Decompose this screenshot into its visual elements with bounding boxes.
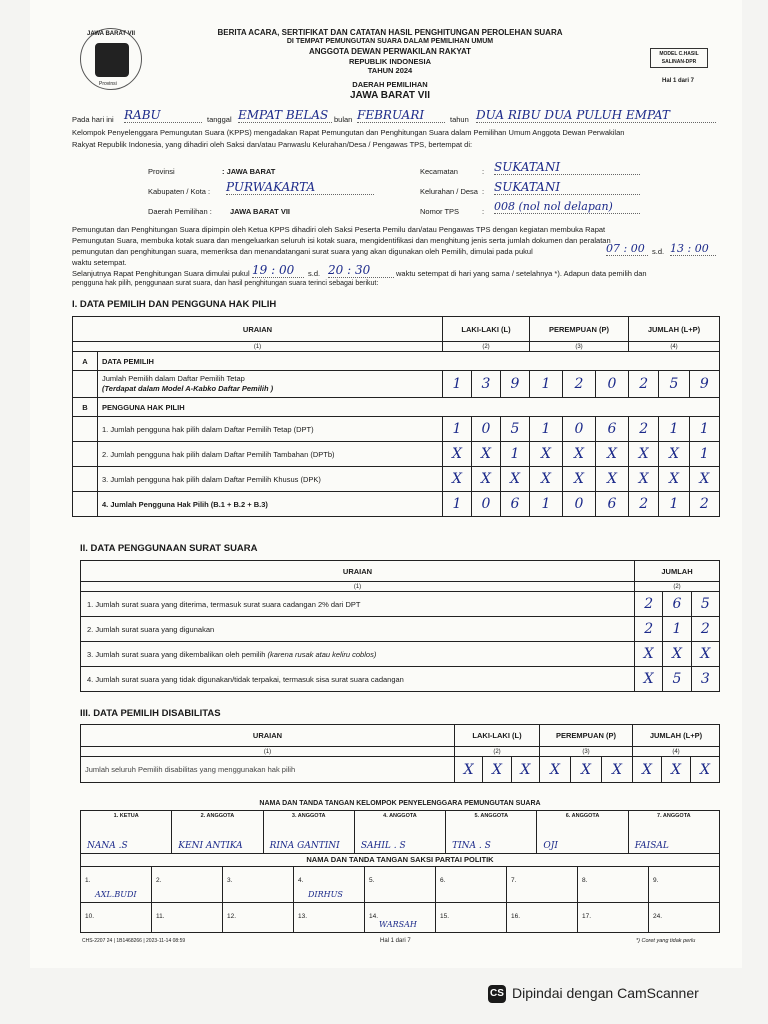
pengguna-1-digit-8: 1	[689, 417, 719, 442]
ballot-row	[81, 617, 720, 642]
kpps-role: 3. ANGGOTA	[291, 813, 326, 819]
ballot-4-digit-0: X	[635, 667, 663, 692]
body-para-5a: Selanjutnya Rapat Penghitungan Suara dimulai pukul	[72, 269, 250, 278]
pengguna-row	[73, 467, 720, 492]
kpps-role: 2. ANGGOTA	[200, 813, 235, 819]
doc-title-2: DI TEMPAT PEMUNGUTAN SUARA DALAM PEMILIHAN UMUM	[286, 38, 494, 45]
hari-value: RABU	[124, 108, 202, 123]
ballot-row	[81, 592, 720, 617]
garuda-icon	[95, 43, 129, 77]
dpt-digit-1: 3	[472, 371, 501, 398]
pengguna-3-digit-2: X	[501, 467, 530, 492]
pengguna-4-digit-3: 1	[530, 492, 563, 517]
col-laki: LAKI-LAKI (L)	[443, 317, 530, 342]
saksi-signature-cell	[365, 903, 436, 932]
body-para-1: Pemungutan dan Penghitungan Suara dipimpin oleh Ketua KPPS dihadiri oleh Saksi Peserta Pemilu dan/atau Pengawas TPS dengan kegiatan membuka Rapat	[72, 225, 606, 234]
tanggal-label: tanggal	[207, 115, 232, 124]
col-num-3: (3)	[530, 342, 629, 352]
dpt-digit-6: 2	[629, 371, 659, 398]
pengguna-row	[73, 492, 720, 517]
ballot-row-label: 4. Jumlah surat suara yang tidak digunakan/tidak terpakai, termasuk sisa surat suara cadangan	[81, 667, 635, 692]
pengguna-3-digit-1: X	[472, 467, 501, 492]
saksi-number: 11.	[156, 913, 165, 920]
ballot-1-digit-1: 6	[663, 592, 691, 617]
saksi-number: 9.	[653, 877, 659, 884]
pengguna-1-digit-7: 1	[659, 417, 689, 442]
ballot-3-digit-0: X	[635, 642, 663, 667]
saksi-signature-cell	[152, 903, 223, 932]
tanggal-value: EMPAT BELAS	[238, 108, 332, 123]
col-num-2-2: (2)	[635, 582, 720, 592]
pengguna-1-digit-3: 1	[530, 417, 563, 442]
pengguna-row	[73, 442, 720, 467]
section-2-title: II. DATA PENGGUNAAN SURAT SUARA	[80, 543, 258, 554]
col-perempuan-3: PEREMPUAN (P)	[540, 725, 633, 747]
end-time-2: 20 : 30	[328, 263, 394, 278]
saksi-signature-cell	[507, 903, 578, 932]
dpt-digit-3: 1	[530, 371, 563, 398]
kecamatan-label: Kecamatan	[420, 167, 458, 176]
ballot-3-digit-1: X	[663, 642, 691, 667]
saksi-signature-cell	[81, 867, 152, 902]
ballot-row-label: 2. Jumlah surat suara yang digunakan	[81, 617, 635, 642]
pengguna-2-digit-8: 1	[689, 442, 719, 467]
col-num-1: (1)	[73, 342, 443, 352]
dapil-name: JAWA BARAT VII	[349, 90, 430, 101]
kpps-name: KENI ANTIKA	[178, 841, 243, 851]
ballot-4-digit-2: 3	[691, 667, 719, 692]
kpps-name: TINA . S	[452, 841, 491, 851]
tahun-label: tahun	[450, 115, 469, 124]
saksi-signature-cell	[649, 867, 719, 902]
dpt-digit-5: 0	[596, 371, 629, 398]
kpps-signature-7	[629, 811, 719, 853]
kpps-signature-box	[80, 810, 720, 854]
saksi-name: WARSAH	[379, 920, 417, 929]
ballot-usage-table	[80, 560, 720, 692]
footer-note: *) Coret yang tidak perlu	[636, 938, 696, 944]
pengguna-4-digit-4: 0	[563, 492, 596, 517]
bulan-value: FEBRUARI	[357, 108, 445, 123]
col-num-3-2: (2)	[455, 747, 540, 757]
kelurahan-value: SUKATANI	[494, 180, 640, 195]
doc-title-4: REPUBLIK INDONESIA	[348, 57, 432, 66]
ballot-row-label: 1. Jumlah surat suara yang diterima, termasuk surat suara cadangan 2% dari DPT	[81, 592, 635, 617]
pengguna-2-digit-4: X	[563, 442, 596, 467]
ballot-row-label: 3. Jumlah surat suara yang dikembalikan oleh pemilih (karena rusak atau keliru coblos)	[81, 642, 635, 667]
pengguna-1-digit-1: 0	[472, 417, 501, 442]
kpps-name: NANA .S	[87, 841, 128, 851]
pengguna-3-digit-3: X	[530, 467, 563, 492]
disability-table	[80, 724, 720, 783]
saksi-name: DIRHUS	[308, 890, 343, 899]
ballot-row	[81, 667, 720, 692]
intro-para-1: Kelompok Penyelenggara Pemungutan Suara (KPPS) mengadakan Rapat Pemungutan dan Penghitungan Suara dalam Pemilihan Umum Anggota Dewan Perwakilan	[72, 128, 625, 137]
ballot-2-digit-2: 2	[691, 617, 719, 642]
start-time-2: 19 : 00	[252, 263, 304, 278]
saksi-signature-cell	[223, 867, 294, 902]
pengguna-3-digit-0: X	[443, 467, 472, 492]
pengguna-3-digit-5: X	[596, 467, 629, 492]
logo-top-text: JAWA BARAT VII	[87, 31, 136, 37]
dpt-digit-7: 5	[659, 371, 689, 398]
pengguna-row-label: 1. Jumlah pengguna hak pilih dalam Daftar Pemilih Tetap (DPT)	[98, 417, 443, 442]
dapil-field-value: JAWA BARAT VII	[230, 207, 291, 216]
pengguna-4-digit-7: 1	[659, 492, 689, 517]
col-jumlah: JUMLAH (L+P)	[629, 317, 720, 342]
pengguna-1-digit-5: 6	[596, 417, 629, 442]
kpps-role: 4. ANGGOTA	[383, 813, 417, 819]
saksi-number: 5.	[369, 877, 375, 884]
col-uraian-2: URAIAN	[81, 561, 635, 582]
col-jumlah-2: JUMLAH	[635, 561, 720, 582]
pengguna-1-digit-2: 5	[501, 417, 530, 442]
row-b-letter: B	[73, 398, 98, 417]
pengguna-row-label: 2. Jumlah pengguna hak pilih dalam Daftar Pemilih Tambahan (DPTb)	[98, 442, 443, 467]
pengguna-1-digit-4: 0	[563, 417, 596, 442]
col-uraian-3: URAIAN	[81, 725, 455, 747]
model-box: MODEL C.HASIL SALINAN-DPR	[650, 48, 708, 68]
disabilitas-digit-5: X	[602, 757, 633, 783]
sd-label-2: s.d.	[308, 269, 321, 278]
kabupaten-label: Kabupaten / Kota :	[148, 187, 211, 196]
kpps-role: 1. KETUA	[113, 813, 139, 819]
saksi-number: 4.	[298, 877, 304, 884]
pengguna-2-digit-2: 1	[501, 442, 530, 467]
disabilitas-digit-4: X	[571, 757, 602, 783]
ballot-row	[81, 642, 720, 667]
end-time-1: 13 : 00	[670, 242, 716, 256]
saksi-signature-cell	[578, 903, 649, 932]
logo-bottom-text: Provinsi	[99, 81, 117, 87]
kpps-name: RINA GANTINI	[269, 841, 340, 851]
col-perempuan: PEREMPUAN (P)	[530, 317, 629, 342]
dapil-field-label: Daerah Pemilihan :	[148, 207, 212, 216]
dpt-digit-4: 2	[563, 371, 596, 398]
kpps-role: 7. ANGGOTA	[657, 813, 691, 819]
tahun-value: DUA RIBU DUA PULUH EMPAT	[476, 108, 716, 123]
saksi-number: 3.	[227, 877, 233, 884]
intro-para-2: Rakyat Republik Indonesia, yang dihadiri oleh Saksi dan/atau Panwaslu Kelurahan/Desa / Pengawas TPS, bertempat di:	[72, 140, 473, 149]
saksi-signature-cell	[436, 903, 507, 932]
disabilitas-digit-1: X	[483, 757, 511, 783]
saksi-signature-cell	[649, 903, 719, 932]
saksi-row-2	[80, 903, 720, 933]
saksi-number: 1.	[85, 877, 91, 884]
pengguna-4-digit-2: 6	[501, 492, 530, 517]
row-a-title: DATA PEMILIH	[98, 352, 720, 371]
pengguna-2-digit-5: X	[596, 442, 629, 467]
body-para-4: waktu setempat.	[72, 258, 127, 267]
kpps-role: 6. ANGGOTA	[565, 813, 600, 819]
dpt-digit-2: 9	[501, 371, 530, 398]
saksi-signature-title: NAMA DAN TANDA TANGAN SAKSI PARTAI POLITIK	[80, 853, 720, 867]
col-num-2: (2)	[443, 342, 530, 352]
body-para-3: pemungutan dan penghitungan suara, memeriksa dan menandatangani surat suara yang akan digunakan oleh Pemilih, dimulai pada pukul	[72, 247, 533, 256]
saksi-number: 17.	[582, 913, 592, 920]
row-b-title: PENGGUNA HAK PILIH	[98, 398, 720, 417]
camscanner-text: Dipindai dengan CamScanner	[512, 985, 699, 1001]
saksi-number: 15.	[440, 913, 450, 920]
disabilitas-digit-0: X	[455, 757, 483, 783]
dapil-label: DAERAH PEMILIHAN	[352, 80, 428, 89]
saksi-signature-cell	[294, 867, 365, 902]
kpps-signature-3	[264, 811, 355, 853]
provinsi-label: Provinsi	[148, 167, 175, 176]
disabilitas-digit-7: X	[662, 757, 691, 783]
saksi-number: 6.	[440, 877, 446, 884]
saksi-signature-cell	[436, 867, 507, 902]
doc-title-5: TAHUN 2024	[367, 66, 413, 75]
pengguna-4-digit-1: 0	[472, 492, 501, 517]
dpt-digit-8: 9	[689, 371, 719, 398]
kpps-signature-title: NAMA DAN TANDA TANGAN KELOMPOK PENYELENGGARA PEMUNGUTAN SUARA	[259, 800, 541, 807]
kpps-role: 5. ANGGOTA	[474, 813, 509, 819]
col-num-3-4: (4)	[633, 747, 720, 757]
dpt-digit-0: 1	[443, 371, 472, 398]
camscanner-watermark	[488, 985, 699, 1003]
col-num-2-1: (1)	[81, 582, 635, 592]
pengguna-1-digit-0: 1	[443, 417, 472, 442]
footer-page: Hal 1 dari 7	[380, 938, 411, 944]
ballot-2-digit-0: 2	[635, 617, 663, 642]
saksi-number: 2.	[156, 877, 162, 884]
saksi-signature-cell	[578, 867, 649, 902]
kpps-name: OJI	[543, 841, 558, 851]
doc-title-3: ANGGOTA DEWAN PERWAKILAN RAKYAT	[308, 47, 472, 56]
kelurahan-label: Kelurahan / Desa	[420, 187, 478, 196]
saksi-number: 13.	[298, 913, 308, 920]
voter-data-table	[72, 316, 720, 517]
disability-row-label: Jumlah seluruh Pemilih disabilitas yang menggunakan hak pilih	[81, 757, 455, 783]
kpps-signature-4	[355, 811, 446, 853]
kpps-signature-6	[537, 811, 628, 853]
pengguna-row-label: 3. Jumlah pengguna hak pilih dalam Daftar Pemilih Khusus (DPK)	[98, 467, 443, 492]
saksi-row-1	[80, 867, 720, 903]
section-1-title: I. DATA PEMILIH DAN PENGGUNA HAK PILIH	[72, 299, 277, 310]
body-para-5b: waktu setempat di hari yang sama / setelahnya *). Adapun data pemilih dan	[396, 269, 647, 278]
saksi-signature-cell	[507, 867, 578, 902]
saksi-number: 7.	[511, 877, 517, 884]
saksi-number: 10.	[85, 913, 95, 920]
sd-label-1: s.d.	[652, 247, 665, 256]
kabupaten-value: PURWAKARTA	[226, 180, 374, 195]
pengguna-3-digit-4: X	[563, 467, 596, 492]
ballot-3-digit-2: X	[691, 642, 719, 667]
disabilitas-digit-8: X	[691, 757, 720, 783]
kpps-name: FAISAL	[634, 841, 669, 851]
saksi-number: 24.	[653, 913, 663, 920]
body-para-6: pengguna hak pilih, penggunaan surat suara, dan hasil penghitungan suara terinci sebagai berikut:	[72, 280, 379, 287]
saksi-signature-cell	[294, 903, 365, 932]
pengguna-2-digit-7: X	[659, 442, 689, 467]
pengguna-2-digit-0: X	[443, 442, 472, 467]
region-seal-logo	[80, 28, 142, 90]
page-indicator: Hal 1 dari 7	[662, 78, 695, 84]
tps-label: Nomor TPS	[420, 207, 460, 216]
saksi-number: 8.	[582, 877, 588, 884]
doc-title-1: BERITA ACARA, SERTIFIKAT DAN CATATAN HASIL PENGHITUNGAN PEROLEHAN SUARA	[217, 28, 563, 37]
row-a-label: Jumlah Pemilih dalam Daftar Pemilih Tetap (Terdapat dalam Model A-Kabko Daftar Pemilih )	[98, 371, 443, 398]
bulan-label: bulan	[334, 115, 353, 124]
kpps-signature-2	[172, 811, 263, 853]
kpps-signature-1	[81, 811, 172, 853]
pengguna-4-digit-0: 1	[443, 492, 472, 517]
disabilitas-digit-2: X	[511, 757, 539, 783]
start-time-1: 07 : 00	[606, 242, 648, 256]
body-para-2: Pemungutan Suara, membuka kotak suara dan mengeluarkan seluruh isi kotak suara, mengidentifikasi dan menghitung jenis serta jumlah dokumen dan peralatan	[72, 236, 611, 245]
col-num-4: (4)	[629, 342, 720, 352]
saksi-signature-cell	[365, 867, 436, 902]
pengguna-2-digit-1: X	[472, 442, 501, 467]
ballot-1-digit-0: 2	[635, 592, 663, 617]
saksi-signature-cell	[81, 903, 152, 932]
pengguna-4-digit-5: 6	[596, 492, 629, 517]
provinsi-value: : JAWA BARAT	[222, 167, 276, 176]
pengguna-4-digit-8: 2	[689, 492, 719, 517]
saksi-signature-cell	[152, 867, 223, 902]
ballot-4-digit-1: 5	[663, 667, 691, 692]
saksi-number: 12.	[227, 913, 237, 920]
section-3-title: III. DATA PEMILIH DISABILITAS	[80, 708, 221, 719]
tps-value: 008 (nol nol delapan)	[494, 200, 640, 214]
pengguna-4-digit-6: 2	[629, 492, 659, 517]
pengguna-row	[73, 417, 720, 442]
pengguna-3-digit-6: X	[629, 467, 659, 492]
pengguna-3-digit-8: X	[689, 467, 719, 492]
pengguna-3-digit-7: X	[659, 467, 689, 492]
col-uraian: URAIAN	[73, 317, 443, 342]
pengguna-1-digit-6: 2	[629, 417, 659, 442]
kpps-signature-5	[446, 811, 537, 853]
footer-code: CHS-2207 24 | 1B1468266 | 2023-11-14 08:59	[82, 938, 186, 944]
col-num-3-1: (1)	[81, 747, 455, 757]
pengguna-2-digit-6: X	[629, 442, 659, 467]
pengguna-2-digit-3: X	[530, 442, 563, 467]
disabilitas-digit-3: X	[540, 757, 571, 783]
col-laki-3: LAKI-LAKI (L)	[455, 725, 540, 747]
kecamatan-value: SUKATANI	[494, 160, 640, 175]
col-num-3-3: (3)	[540, 747, 633, 757]
saksi-name: AXL.BUDI	[95, 890, 137, 899]
ballot-2-digit-1: 1	[663, 617, 691, 642]
disabilitas-digit-6: X	[633, 757, 662, 783]
kpps-name: SAHIL . S	[360, 841, 406, 851]
camscanner-icon: CS	[488, 985, 506, 1003]
row-a-letter: A	[73, 352, 98, 371]
col-jumlah-3: JUMLAH (L+P)	[633, 725, 720, 747]
saksi-number: 14.	[369, 913, 379, 920]
ballot-1-digit-2: 5	[691, 592, 719, 617]
saksi-signature-cell	[223, 903, 294, 932]
pengguna-row-label: 4. Jumlah Pengguna Hak Pilih (B.1 + B.2 + B.3)	[98, 492, 443, 517]
saksi-number: 16.	[511, 913, 521, 920]
pada-hari-label: Pada hari ini	[72, 115, 114, 124]
